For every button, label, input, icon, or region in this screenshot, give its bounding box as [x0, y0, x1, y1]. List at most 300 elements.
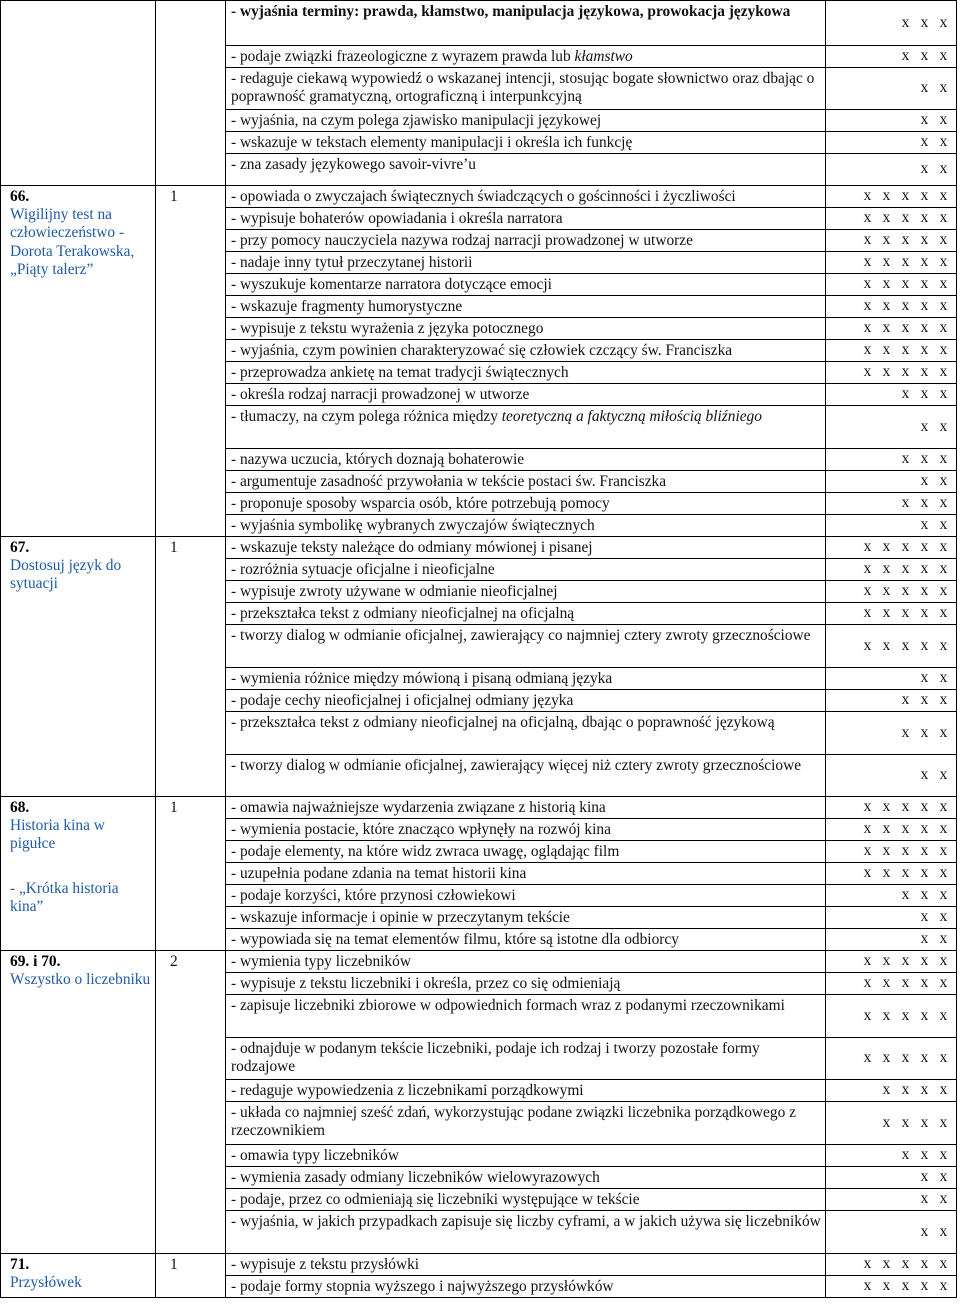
goal-text: - omawia typy liczebników [231, 1147, 399, 1164]
level-mark: x [920, 1146, 929, 1164]
level-mark: x [882, 186, 891, 204]
level-marks-cell [826, 340, 957, 362]
level-mark: x [882, 951, 891, 969]
level-marks-cell [826, 537, 957, 559]
level-mark: x [901, 1146, 910, 1164]
goal-cell [226, 841, 826, 863]
level-mark: x [901, 363, 910, 381]
level-mark: x [901, 208, 910, 226]
goal-text: - nazywa uczucia, których doznają bohaterowie [231, 451, 525, 468]
level-mark: x [939, 974, 948, 992]
goal-text: - przy pomocy nauczyciela nazywa rodzaj narracji prowadzonej w utworze [231, 232, 693, 249]
goal-cell [226, 995, 826, 1038]
level-mark: x [939, 208, 948, 226]
level-marks [826, 1276, 956, 1296]
goal-text: - wymienia typy liczebników [231, 953, 411, 970]
level-mark: x [920, 1049, 929, 1067]
hours-count: 1 [170, 799, 178, 816]
level-marks-cell [826, 384, 957, 406]
goal-cell [226, 1189, 826, 1211]
level-mark: x [939, 1146, 948, 1164]
level-mark: x [901, 603, 910, 621]
level-mark: x [939, 515, 948, 533]
level-marks [826, 712, 956, 754]
level-marks-cell [826, 186, 957, 208]
level-marks [826, 252, 956, 273]
level-mark: x [901, 319, 910, 337]
goal-text: - wymienia postacie, które znacząco wpłynęły na rozwój kina [231, 821, 611, 838]
level-mark: x [901, 1255, 910, 1273]
goal-text: - tworzy dialog w odmianie oficjalnej, zawierający więcej niż cztery zwroty grzecznościowe [231, 757, 802, 774]
level-mark: x [920, 296, 929, 314]
level-mark: x [901, 231, 910, 249]
goal-cell [226, 110, 826, 132]
level-marks [826, 384, 956, 404]
topic-number: 71. [10, 1256, 30, 1273]
level-mark: x [920, 208, 929, 226]
level-mark: x [863, 538, 872, 556]
goal-cell [226, 493, 826, 515]
topic-number: 67. [10, 539, 30, 556]
level-marks-cell [826, 1, 957, 46]
level-marks-cell [826, 406, 957, 449]
topic-number: 68. [10, 799, 30, 816]
level-marks-cell [826, 296, 957, 318]
level-mark: x [939, 494, 948, 512]
level-mark: x [939, 864, 948, 882]
level-marks-cell [826, 1254, 957, 1276]
level-mark: x [939, 1190, 948, 1208]
goal-cell [226, 1167, 826, 1189]
goal-text: - wskazuje informacje i opinie w przeczytanym tekście [231, 909, 570, 926]
goal-cell [226, 186, 826, 208]
level-marks-cell [826, 559, 957, 581]
level-mark: x [863, 1006, 872, 1024]
level-marks-cell [826, 68, 957, 110]
level-mark: x [939, 384, 948, 402]
topic-title: Wigilijny test na człowieczeństwo - Dorota Terakowska, „Piąty talerz” [10, 206, 135, 278]
level-mark: x [882, 559, 891, 577]
level-mark: x [920, 515, 929, 533]
table-row [1, 1254, 957, 1276]
goal-cell [226, 252, 826, 274]
level-mark: x [939, 582, 948, 600]
level-marks-cell [826, 110, 957, 132]
level-marks [826, 625, 956, 667]
level-mark: x [920, 231, 929, 249]
level-marks [826, 449, 956, 470]
goal-text: - podaje, przez co odmieniają się liczebniki występujące w tekście [231, 1191, 640, 1208]
level-mark: x [920, 798, 929, 816]
goal-cell [226, 559, 826, 581]
level-mark: x [882, 582, 891, 600]
level-mark: x [863, 1276, 872, 1294]
level-marks [826, 318, 956, 339]
goal-cell [226, 1102, 826, 1145]
level-marks [826, 668, 956, 689]
level-marks-cell [826, 1167, 957, 1189]
level-marks [826, 515, 956, 535]
goal-text: - wyjaśnia, na czym polega zjawisko manipulacji językowej [231, 112, 602, 129]
goal-text: - wymienia różnice między mówioną i pisaną odmianą języka [231, 670, 613, 687]
goal-text: - wyjaśnia, czym powinien charakteryzować się człowiek czczący św. Franciszka [231, 342, 733, 359]
goal-text: - wypisuje bohaterów opowiadania i określa narratora [231, 210, 563, 227]
level-mark: x [920, 886, 929, 904]
level-mark: x [920, 691, 929, 709]
level-marks [826, 274, 956, 294]
level-mark: x [939, 1167, 948, 1185]
goal-cell [226, 668, 826, 690]
level-mark: x [920, 13, 929, 31]
level-mark: x [882, 296, 891, 314]
level-mark: x [920, 253, 929, 271]
level-mark: x [920, 79, 929, 97]
level-mark: x [882, 1255, 891, 1273]
goal-text: - tłumaczy, na czym polega różnica między teoretyczną a faktyczną miłością bliźniego [231, 408, 762, 425]
level-mark: x [901, 340, 910, 358]
level-mark: x [863, 363, 872, 381]
level-marks [826, 929, 956, 950]
goal-text: - redaguje wypowiedzenia z liczebnikami porządkowymi [231, 1082, 584, 1099]
level-mark: x [920, 820, 929, 838]
goal-text: - nadaje inny tytuł przeczytanej historii [231, 254, 473, 271]
level-mark: x [863, 582, 872, 600]
level-mark: x [939, 766, 948, 784]
hours-count: 1 [170, 188, 178, 205]
topic-cell [1, 797, 156, 951]
level-mark: x [920, 1081, 929, 1099]
level-mark: x [939, 340, 948, 358]
level-marks-cell [826, 1102, 957, 1145]
goal-cell [226, 46, 826, 68]
table-row [1, 537, 957, 559]
level-mark: x [901, 582, 910, 600]
level-marks-cell [826, 515, 957, 537]
topic-cell [1, 1, 156, 186]
level-mark: x [939, 253, 948, 271]
level-marks [826, 755, 956, 796]
level-mark: x [882, 841, 891, 859]
level-marks-cell [826, 951, 957, 973]
topic-cell [1, 1254, 156, 1298]
goal-text: - wskazuje fragmenty humorystyczne [231, 298, 463, 315]
topic-title: Przysłówek [10, 1274, 82, 1292]
goal-cell [226, 907, 826, 929]
level-mark: x [882, 1113, 891, 1131]
goal-cell [226, 581, 826, 603]
level-mark: x [901, 1113, 910, 1131]
level-mark: x [939, 319, 948, 337]
goal-cell [226, 755, 826, 797]
table-row [1, 1, 957, 46]
goal-cell [226, 951, 826, 973]
level-mark: x [939, 296, 948, 314]
level-mark: x [920, 766, 929, 784]
level-mark: x [901, 886, 910, 904]
level-mark: x [939, 111, 948, 129]
level-mark: x [863, 340, 872, 358]
goal-cell [226, 1, 826, 46]
topic-subtitle: - „Krótka historia kina” [10, 879, 119, 915]
level-mark: x [939, 603, 948, 621]
goal-text: - podaje cechy nieoficjalnej i oficjalnej odmiany języka [231, 692, 574, 709]
goal-cell [226, 406, 826, 449]
level-marks [826, 1167, 956, 1187]
hours-cell [156, 537, 226, 797]
level-marks [826, 110, 956, 131]
level-mark: x [939, 363, 948, 381]
level-mark: x [920, 1276, 929, 1294]
level-marks-cell [826, 841, 957, 863]
level-mark: x [863, 253, 872, 271]
goal-cell [226, 296, 826, 318]
level-marks-cell [826, 230, 957, 252]
topic-cell [1, 951, 156, 1254]
level-mark: x [920, 538, 929, 556]
level-mark: x [920, 494, 929, 512]
level-marks-cell [826, 318, 957, 340]
level-marks [826, 973, 956, 994]
level-mark: x [901, 494, 910, 512]
level-mark: x [863, 798, 872, 816]
level-mark: x [863, 603, 872, 621]
level-mark: x [920, 417, 929, 435]
goal-cell [226, 471, 826, 493]
level-marks-cell [826, 362, 957, 384]
level-mark: x [920, 864, 929, 882]
level-mark: x [920, 930, 929, 948]
level-marks-cell [826, 625, 957, 668]
level-marks [826, 493, 956, 514]
level-marks-cell [826, 46, 957, 68]
table-row [1, 186, 957, 208]
level-mark: x [882, 538, 891, 556]
topic-title: Dostosuj język do sytuacji [10, 557, 122, 593]
level-mark: x [863, 274, 872, 292]
level-mark: x [920, 1167, 929, 1185]
level-mark: x [901, 296, 910, 314]
level-mark: x [920, 603, 929, 621]
level-marks [826, 406, 956, 448]
level-marks-cell [826, 603, 957, 625]
hours-count: 1 [170, 1256, 178, 1273]
level-mark: x [882, 603, 891, 621]
goal-cell [226, 863, 826, 885]
level-mark: x [920, 384, 929, 402]
level-mark: x [920, 1113, 929, 1131]
level-mark: x [882, 1081, 891, 1099]
level-mark: x [939, 820, 948, 838]
level-marks-cell [826, 471, 957, 493]
level-marks-cell [826, 581, 957, 603]
level-mark: x [882, 319, 891, 337]
goal-cell [226, 384, 826, 406]
level-mark: x [920, 1255, 929, 1273]
level-mark: x [939, 132, 948, 150]
level-mark: x [901, 723, 910, 741]
level-marks [826, 296, 956, 316]
level-mark: x [901, 274, 910, 292]
level-marks [826, 1102, 956, 1144]
level-mark: x [920, 951, 929, 969]
goal-text: - wyszukuje komentarze narratora dotyczące emocji [231, 276, 552, 293]
level-mark: x [901, 951, 910, 969]
level-marks [826, 230, 956, 251]
level-marks-cell [826, 493, 957, 515]
level-mark: x [920, 907, 929, 925]
goal-text: - przekształca tekst z odmiany nieoficjalnej na oficjalną [231, 605, 575, 622]
level-mark: x [939, 1276, 948, 1294]
level-marks-cell [826, 973, 957, 995]
level-mark: x [920, 841, 929, 859]
level-mark: x [882, 636, 891, 654]
level-mark: x [920, 111, 929, 129]
level-marks [826, 690, 956, 711]
level-marks [826, 907, 956, 927]
level-mark: x [901, 974, 910, 992]
goal-cell [226, 274, 826, 296]
level-marks [826, 68, 956, 109]
level-marks [826, 1038, 956, 1079]
level-mark: x [882, 208, 891, 226]
level-mark: x [901, 691, 910, 709]
level-marks-cell [826, 863, 957, 885]
level-mark: x [920, 132, 929, 150]
goal-text: - tworzy dialog w odmianie oficjalnej, zawierający co najmniej cztery zwroty grzecznościowe [231, 627, 811, 644]
level-marks-cell [826, 1189, 957, 1211]
goal-cell [226, 1145, 826, 1167]
level-mark: x [882, 798, 891, 816]
level-marks [826, 1211, 956, 1253]
goal-text: - podaje korzyści, które przynosi człowiekowi [231, 887, 516, 904]
level-mark: x [863, 951, 872, 969]
level-mark: x [939, 417, 948, 435]
hours-count [170, 1, 225, 23]
level-marks [826, 1189, 956, 1210]
level-mark: x [920, 1006, 929, 1024]
goal-text: - wypisuje z tekstu przysłówki [231, 1256, 420, 1273]
level-mark: x [920, 186, 929, 204]
goal-cell [226, 797, 826, 819]
goal-cell [226, 1038, 826, 1080]
level-mark: x [863, 186, 872, 204]
level-mark: x [882, 864, 891, 882]
goal-cell [226, 230, 826, 252]
level-mark: x [901, 450, 910, 468]
goal-cell [226, 625, 826, 668]
goal-text: - określa rodzaj narracji prowadzonej w utworze [231, 386, 530, 403]
goal-cell [226, 1080, 826, 1102]
level-marks-cell [826, 154, 957, 186]
level-mark: x [939, 886, 948, 904]
level-mark: x [901, 636, 910, 654]
level-mark: x [901, 798, 910, 816]
level-marks [826, 154, 956, 185]
level-mark: x [939, 471, 948, 489]
goal-text: - podaje związki frazeologiczne z wyrazem prawda lub kłamstwo [231, 48, 633, 65]
level-mark: x [939, 538, 948, 556]
level-mark: x [939, 798, 948, 816]
level-mark: x [863, 208, 872, 226]
level-mark: x [901, 1006, 910, 1024]
goal-cell [226, 537, 826, 559]
level-marks-cell [826, 132, 957, 154]
goal-cell [226, 712, 826, 755]
level-marks [826, 603, 956, 623]
level-mark: x [901, 841, 910, 859]
goal-text: - odnajduje w podanym tekście liczebniki, podaje ich rodzaj i tworzy pozostałe formy rodzajowe [231, 1040, 760, 1075]
level-mark: x [882, 274, 891, 292]
goal-text: - wypisuje z tekstu liczebniki i określa, przez co się odmieniają [231, 975, 621, 992]
goal-text: - zna zasady językowego savoir-vivre’u [231, 156, 476, 173]
level-mark: x [863, 1255, 872, 1273]
level-mark: x [920, 319, 929, 337]
goal-text: - wyjaśnia, w jakich przypadkach zapisuje się liczby cyframi, a w jakich używa się liczebników [231, 1213, 821, 1230]
goal-text: - uzupełnia podane zdania na temat historii kina [231, 865, 527, 882]
level-mark: x [939, 559, 948, 577]
level-mark: x [939, 1006, 948, 1024]
goal-text: - przeprowadza ankietę na temat tradycji świątecznych [231, 364, 569, 381]
level-mark: x [882, 231, 891, 249]
level-marks-cell [826, 1080, 957, 1102]
hours-cell [156, 951, 226, 1254]
level-mark: x [920, 471, 929, 489]
goal-text: - wypisuje z tekstu wyrażenia z języka potocznego [231, 320, 544, 337]
level-mark: x [901, 538, 910, 556]
level-mark: x [939, 13, 948, 31]
level-mark: x [939, 930, 948, 948]
level-marks-cell [826, 668, 957, 690]
level-marks-cell [826, 929, 957, 951]
level-mark: x [901, 47, 910, 65]
level-marks [826, 186, 956, 206]
topic-number: 66. [10, 188, 30, 205]
level-mark: x [901, 186, 910, 204]
level-mark: x [939, 669, 948, 687]
level-marks [826, 340, 956, 360]
goal-text: - wypowiada się na temat elementów filmu, które są istotne dla odbiorcy [231, 931, 679, 948]
level-mark: x [920, 582, 929, 600]
level-mark: x [863, 820, 872, 838]
level-mark: x [920, 363, 929, 381]
level-mark: x [863, 296, 872, 314]
level-marks-cell [826, 1276, 957, 1298]
level-mark: x [882, 363, 891, 381]
level-mark: x [920, 669, 929, 687]
level-mark: x [939, 160, 948, 178]
level-mark: x [863, 841, 872, 859]
goal-text: - wskazuje teksty należące do odmiany mówionej i pisanej [231, 539, 593, 556]
level-marks [826, 559, 956, 579]
goal-cell [226, 515, 826, 537]
goal-cell [226, 318, 826, 340]
level-mark: x [863, 864, 872, 882]
level-mark: x [920, 559, 929, 577]
level-marks-cell [826, 907, 957, 929]
level-mark: x [939, 723, 948, 741]
level-mark: x [882, 820, 891, 838]
goal-text: - podaje formy stopnia wyższego i najwyższego przysłówków [231, 1278, 614, 1295]
topic-number: 69. i 70. [10, 953, 61, 970]
hours-count: 2 [170, 953, 178, 970]
goal-text: - wypisuje zwroty używane w odmianie nieoficjalnej [231, 583, 558, 600]
goal-text: - przekształca tekst z odmiany nieoficjalnej na oficjalną, dbając o poprawność językową [231, 714, 775, 731]
level-mark: x [939, 274, 948, 292]
topic-title: Wszystko o liczebniku [10, 971, 151, 989]
goal-cell [226, 1211, 826, 1254]
goal-text: - wymienia zasady odmiany liczebników wielowyrazowych [231, 1169, 600, 1186]
hours-cell [156, 1, 226, 186]
